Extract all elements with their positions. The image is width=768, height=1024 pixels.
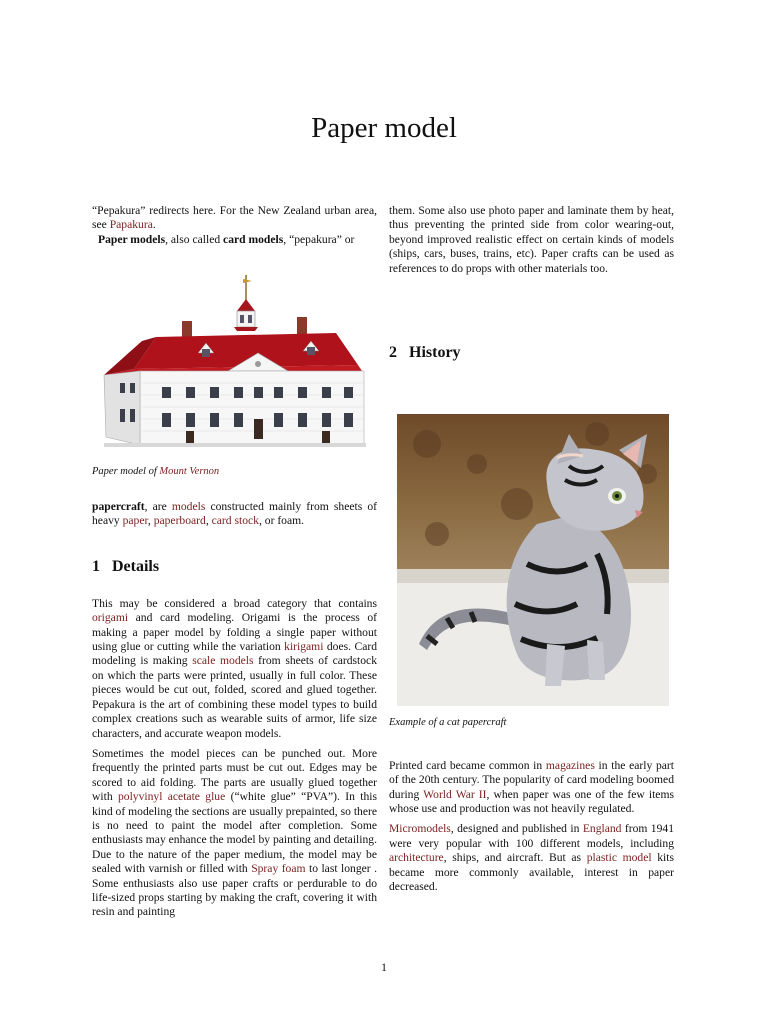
history-paragraph-1 — [389, 759, 674, 817]
section-number: 1 — [92, 558, 100, 576]
text-span: to last longer . Some enthusiasts also use paper crafts or perdurable to do life-sized props starting by making the craft, covering it with resin and painting — [92, 862, 377, 919]
redirect-text: “Pepakura” redirects here. For the New Zealand urban area, see — [92, 204, 377, 232]
link-origami[interactable]: origami — [92, 611, 129, 625]
text-span: (“white glue” “PVA”). In this kind of modeling the sections are usually prepainted, so there is no need to paint the model after completion. Some enthusiasts may enhance the model by painting and detailing. Due to the nature of the paper medium, the model may be sealed with varnish or filled with — [92, 790, 378, 876]
link-world-war-ii[interactable]: World War II — [423, 787, 487, 801]
term-papercraft: papercraft — [92, 499, 145, 513]
text-span: , — [147, 514, 154, 528]
link-micromodels[interactable]: Micromodels — [389, 822, 451, 836]
text-span: , or foam. — [258, 514, 305, 528]
continuation-paragraph: them. Some also use photo paper and laminate them by heat, thus preventing the printed side from color wearing-out, beyond improved realistic effect on certain kinds of models (ships, cars, buses, trains, etc). Paper crafts can be used as references to do props with other materials too. — [389, 204, 674, 275]
link-mount-vernon[interactable]: Mount Vernon — [159, 466, 220, 478]
caption-text: Paper model of — [92, 466, 160, 478]
text-span: , when paper was one of the few items whose use and production was not heavily regulated. — [389, 787, 674, 816]
redirect-text-end: . — [152, 218, 156, 232]
text-span: does. Card modeling is making — [92, 640, 378, 668]
section-number: 2 — [389, 344, 397, 362]
link-paperboard[interactable]: paperboard — [153, 514, 206, 528]
text-span: This may be considered a broad category that contains — [92, 596, 377, 610]
text-span: kits became more commonly available, interest in paper decreased. — [389, 851, 674, 894]
link-card-stock[interactable]: card stock — [211, 514, 259, 528]
redirect-note — [92, 204, 377, 233]
link-kirigami[interactable]: kirigami — [284, 640, 324, 654]
link-plastic-model[interactable]: plastic model — [586, 851, 652, 865]
text-span: , are — [144, 499, 172, 513]
text-span: , — [205, 514, 212, 528]
page-title: Paper model — [311, 112, 457, 144]
cat-papercraft-image — [397, 414, 669, 706]
link-magazines[interactable]: magazines — [545, 758, 595, 772]
page-number: 1 — [381, 960, 387, 974]
intro-paragraph — [92, 233, 377, 247]
section-heading-details — [92, 560, 377, 574]
left-column — [92, 204, 377, 920]
intro-text-end: , “pepakura” or — [283, 232, 355, 246]
text-span: Printed card became common in — [389, 758, 546, 772]
text-span: Sometimes the model pieces can be punched out. More frequently the printed parts must be cut out. Edges may be scored to aid folding. The parts are usually glued together with — [92, 746, 377, 804]
text-span: constructed mainly from sheets of heavy — [92, 499, 377, 528]
link-models[interactable]: models — [171, 499, 206, 513]
right-column — [389, 204, 674, 895]
section-title: Details — [112, 558, 160, 576]
papercraft-paragraph — [92, 500, 377, 529]
link-spray-foam[interactable]: Spray foam — [251, 862, 306, 876]
link-paper[interactable]: paper — [122, 514, 148, 528]
term-paper-models: Paper models — [98, 232, 166, 246]
text-span: in the early part of the 20th century. The popularity of card modeling boomed during — [389, 758, 674, 801]
link-pva-glue[interactable]: polyvinyl acetate glue — [117, 790, 226, 804]
mount-vernon-caption — [92, 465, 377, 479]
link-papakura[interactable]: Papakura — [109, 218, 153, 232]
section-heading-history — [389, 346, 674, 360]
text-span: , designed and published in — [450, 822, 583, 836]
text-span: from sheets of cardstock on which the parts were printed, usually in full color. These pieces would be cut out, folded, scored and glued together. Pepakura is the art of combining these model types to build complex creations such as wearable suits of armor, life size characters, and accurate weapon models. — [92, 654, 378, 740]
section-title: History — [409, 344, 461, 362]
details-paragraph-2 — [92, 747, 377, 920]
mount-vernon-image — [100, 271, 368, 453]
text-span: from 1941 were very popular with 100 different models, including — [389, 822, 674, 850]
link-architecture[interactable]: architecture — [389, 851, 444, 865]
text-span: and card modeling. Origami is the process of making a paper model by folding a single paper without using glue or cutting while the variation — [92, 611, 377, 654]
link-scale-models[interactable]: scale models — [192, 654, 254, 668]
text-span: , ships, and aircraft. But as — [443, 851, 587, 865]
intro-text: , also called — [165, 232, 224, 246]
term-card-models: card models — [223, 232, 284, 246]
details-paragraph-1 — [92, 597, 377, 741]
cat-caption: Example of a cat papercraft — [389, 717, 507, 729]
link-england[interactable]: England — [582, 822, 622, 836]
history-paragraph-2 — [389, 822, 674, 894]
